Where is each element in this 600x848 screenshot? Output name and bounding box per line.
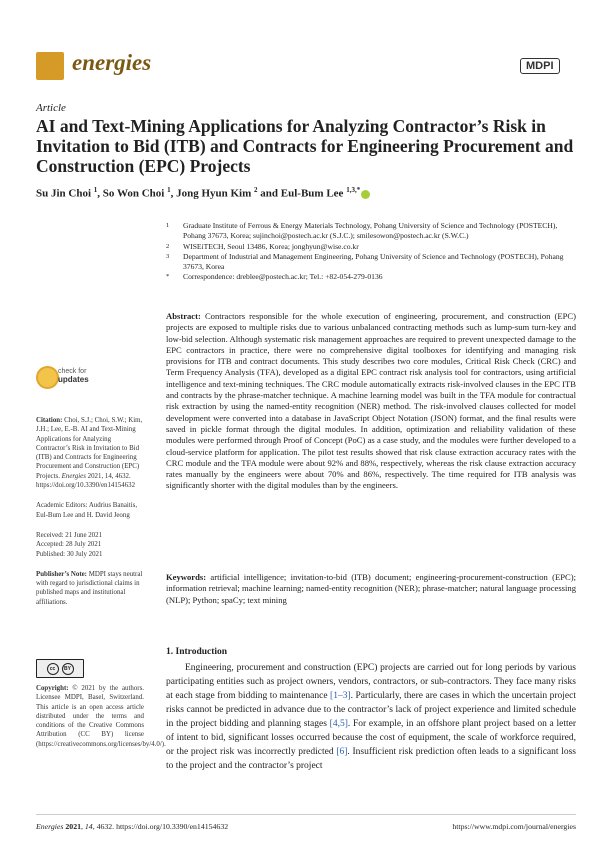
intro-text: . For example, in an offshore plant project based on a letter of intent to bid, significant losses occurred because the cost of equipment, the scale of workforce required, or the project risk was incorrectly predicted — [166, 719, 577, 757]
abstract — [166, 311, 576, 492]
dates — [36, 531, 144, 559]
affiliation-item — [166, 242, 576, 252]
author-affil-ref: 1,3,* — [346, 186, 361, 194]
author-name: So Won Choi — [102, 187, 165, 200]
check-updates-icon — [36, 366, 59, 389]
article-type: Article — [36, 102, 66, 114]
orcid-icon[interactable] — [361, 190, 370, 199]
footer-volume: 14 — [84, 822, 93, 831]
publishers-note — [36, 570, 144, 607]
intro-paragraph — [166, 661, 576, 773]
side-info — [36, 416, 144, 618]
publishers-note-label: Publisher’s Note: — [36, 570, 87, 578]
intro-text: . Particularly, there are cases in which the uncertain project risks cannot be predicted in advance due to the contractor’s lack of project experience and limited schedule in the project bidding and planning stages — [166, 691, 576, 729]
journal-name: energies — [72, 50, 152, 75]
author-name: Jong Hyun Kim — [176, 187, 252, 200]
affiliation-number: 1 — [166, 222, 170, 229]
keywords-text: artificial intelligence; invitation-to-bid (ITB) document; engineering-procurement-construction (EPC); information retrieval; machine learning; named-entity recognition (NER); phrase-matcher; natural language processing (NLP); Python; spaCy; text mining — [166, 572, 576, 605]
energies-logo-icon — [36, 52, 64, 80]
affiliation-item — [166, 252, 576, 273]
cc-by-license-badge[interactable] — [36, 659, 84, 678]
article-title: AI and Text-Mining Applications for Analyzing Contractor’s Risk in Invitation to Bid (ITB) and Contracts for Engineering Procurement and Construction (EPC) Projects — [36, 116, 574, 176]
section-heading: 1. Introduction — [166, 647, 228, 657]
cc-icon: cc — [47, 663, 59, 675]
date-published: Published: 30 July 2021 — [36, 550, 103, 558]
author-affil-ref: 2 — [254, 186, 258, 194]
check-updates-line2: updates — [58, 374, 89, 384]
editors: Academic Editors: Audrius Banaitis, Eul-Bum Lee and H. David Jeong — [36, 502, 138, 519]
footer-divider — [36, 814, 576, 815]
citation-details[interactable]: 2021, 14, 4632. https://doi.org/10.3390/en14154632 — [36, 472, 136, 490]
date-accepted: Accepted: 28 July 2021 — [36, 541, 102, 549]
citation-journal: Energies — [61, 472, 86, 480]
keywords-label: Keywords: — [166, 572, 207, 582]
affiliation-text: Graduate Institute of Ferrous & Energy Materials Technology, Pohang University of Science and Technology (POSTECH), Pohang 37673, Korea; sujinchoi@postech.ac.kr (S.J.C.); smilesowon@postech.ac.kr (S.W.C.) — [183, 221, 558, 241]
affiliation-text: Department of Industrial and Management Engineering, Pohang University of Science and Technology (POSTECH), Pohang 37673, Korea — [183, 251, 564, 272]
intro-text: . Insufficient risk prediction often leads to a significant loss to the project and the contractor’s project — [166, 747, 577, 771]
author-affil-ref: 1 — [167, 186, 171, 194]
citation-text: Choi, S.J.; Choi, S.W.; Kim, J.H.; Lee, E.-B. AI and Text-Mining Applications for Analyzing Contractor’s Risk in Invitation to Bid (ITB) and Contracts for Engineering Procurement and Construction (EPC) Projects. — [36, 417, 143, 480]
mdpi-logo: MDPI — [520, 58, 560, 74]
footer-year: 2021 — [65, 822, 81, 831]
footer-url[interactable]: https://www.mdpi.com/journal/energies — [452, 822, 576, 831]
intro-text: Engineering, procurement and construction (EPC) projects are carried out for long periods by various participating entities such as project owners, vendors, contractors, or sub-contractors. They face many risks at each stage from bidding to maintenance — [166, 663, 576, 701]
abstract-label: Abstract: — [166, 311, 201, 321]
affiliation-text: Correspondence: dreblee@postech.ac.kr; Tel.: +82-054-279-0136 — [183, 272, 383, 282]
affiliation-number: * — [166, 273, 170, 281]
affiliation-item — [166, 221, 576, 242]
check-updates-line1: check for — [58, 368, 87, 375]
copyright-text: © 2021 by the authors. Licensee MDPI, Basel, Switzerland. This article is an open access article distributed under the terms and conditions of the Creative Commons Attribution (CC BY) license (https://creativecommons.org/licenses/by/4.0/). — [36, 685, 166, 748]
citation-label: Citation: — [36, 417, 63, 424]
copyright — [36, 684, 166, 749]
affiliations — [166, 221, 576, 283]
keywords — [166, 572, 576, 606]
affiliation-number: 2 — [166, 242, 170, 250]
affiliation-text: WISEiTECH, Seoul 13486, Korea; jonghyun@wise.co.kr — [183, 241, 359, 251]
footer-doi[interactable]: , 4632. https://doi.org/10.3390/en14154632 — [92, 822, 229, 831]
citation-block — [36, 416, 144, 490]
author-affil-ref: 1 — [93, 186, 98, 194]
affiliation-item — [166, 272, 576, 282]
author-name: Su Jin Choi — [36, 187, 92, 200]
reference-link[interactable]: [6] — [336, 747, 348, 757]
affiliation-number: 3 — [166, 252, 170, 260]
author-name: Eul-Bum Lee — [280, 187, 344, 200]
copyright-label: Copyright: — [36, 685, 69, 692]
reference-link[interactable]: [1–3] — [330, 691, 351, 701]
footer-journal: Energies — [36, 822, 64, 831]
publishers-note-text: MDPI stays neutral with regard to jurisdictional claims in published maps and institutional affiliations. — [36, 570, 143, 606]
date-received: Received: 21 June 2021 — [36, 531, 103, 539]
by-icon: BY — [62, 663, 74, 675]
abstract-text: Contractors responsible for the whole execution of engineering, procurement, and construction (EPC) projects are exposed to multiple risks due to various unbalanced contracting methods such as lump-sum turn-key and low-bid selection. Although systematic risk management approaches are required to prevent unexpected damage to the EPC contractors in practice, there were no comprehensive digital toolboxes for identifying and managing risk provisions for ITB and contract documents. This study describes two core modules, Critical Risk Check (CRC) and Term Frequency Analysis (TFA), developed as a digital EPC contract risk analysis tool for contractors, using artificial intelligence and text-mining techniques. The CRC module automatically extracts risk-involved clauses in the EPC ITB and contracts by the phrase-matcher technique. A machine learning model was built in the TFA module for contractual risk extraction by using the named-entity recognition (NER) method. The risk-involved clauses collected for model development were converted into a database in JavaScript Object Notation (JSON) format, and the final results were saved in pickle format through the digital modules. In addition, optimization and reliability validation of these modules were performed through Proof of Concept (PoC) as a case study, and the modules were further developed to a cloud-service platform for application. The pilot test results showed that risk clause extraction accuracy rates with the CRC module and the TFA module were about 92% and 88%, respectively, whereas the risk clause extraction accuracy rates manually by the engineers were about 70% and 86%, respectively. The time required for ITB analysis was significantly shorter with the digital modules than by the engineers. — [166, 311, 576, 491]
footer-citation: Energies 2021, 14, 4632. https://doi.org/10.3390/en14154632 — [36, 822, 229, 831]
author-list: Su Jin Choi $^1$, So Won Choi $^1$, Jong Hyun Kim $^2$ and Eul-Bum Lee $^{1,3,*}$ — [36, 186, 370, 200]
reference-link[interactable]: [4,5] — [329, 719, 348, 729]
